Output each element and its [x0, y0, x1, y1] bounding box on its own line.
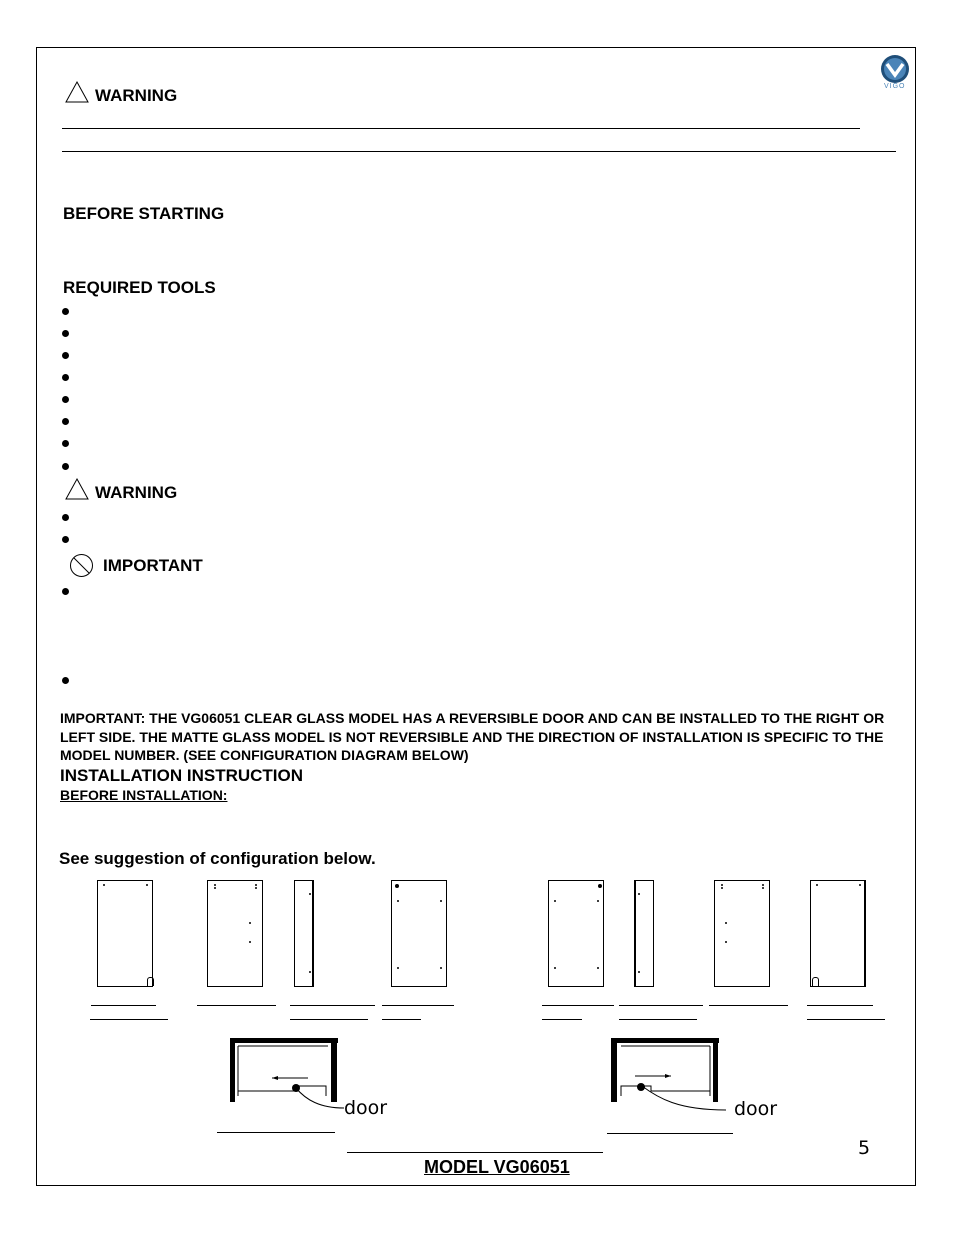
important-heading: IMPORTANT	[103, 556, 203, 575]
prohibited-icon	[69, 553, 94, 578]
glass-panel-diagram	[207, 880, 263, 987]
list-bullet	[62, 461, 72, 471]
label-line	[619, 1019, 697, 1020]
glass-panel-diagram	[97, 880, 153, 987]
glass-panel-diagram	[294, 880, 314, 987]
label-line	[347, 1152, 603, 1153]
glass-panel-diagram	[548, 880, 604, 987]
installation-instruction-heading: INSTALLATION INSTRUCTION	[60, 766, 304, 785]
list-bullet	[62, 675, 72, 685]
label-line	[290, 1019, 368, 1020]
before-installation-subheading: BEFORE INSTALLATION:	[60, 787, 228, 803]
glass-panel-diagram	[714, 880, 770, 987]
list-bullet	[62, 328, 72, 338]
before-starting-heading: BEFORE STARTING	[63, 204, 225, 223]
list-bullet	[62, 534, 72, 544]
warning-triangle-icon	[64, 80, 90, 104]
label-line	[807, 1019, 885, 1020]
door-callout-line	[638, 1084, 730, 1114]
label-line	[90, 1019, 168, 1020]
model-number: MODEL VG06051	[424, 1157, 570, 1177]
door-label: door	[734, 1098, 778, 1120]
warning-triangle-icon	[64, 477, 90, 501]
label-line	[197, 1005, 276, 1006]
glass-panel-diagram	[634, 880, 654, 987]
warning-heading: WARNING	[95, 86, 178, 105]
important-notice: IMPORTANT: THE VG06051 CLEAR GLASS MODEL HAS A REVERSIBLE DOOR AND CAN BE INSTALLED TO THE RIGHT OR LEFT SIDE. THE MATTE GLASS MODEL IS NOT REVERSIBLE AND THE DIRECTION OF INSTALLATION IS SPECIFIC TO THE MODEL NUMBER. (SEE CONFIGURATION DIAGRAM BELOW)	[60, 710, 885, 763]
label-line	[607, 1133, 733, 1134]
list-bullet	[62, 372, 72, 382]
door-callout-line	[292, 1086, 347, 1116]
label-line	[542, 1019, 582, 1020]
page-number: 5	[858, 1137, 871, 1159]
divider-line	[62, 128, 860, 129]
label-line	[382, 1005, 454, 1006]
list-bullet	[62, 512, 72, 522]
configuration-caption: See suggestion of configuration below.	[59, 849, 376, 868]
logo-text: VIGO	[884, 83, 906, 90]
warning-heading: WARNING	[95, 483, 178, 502]
label-line	[709, 1005, 788, 1006]
door-label: door	[344, 1097, 388, 1119]
label-line	[382, 1019, 421, 1020]
list-bullet	[62, 586, 72, 596]
list-bullet	[62, 438, 72, 448]
required-tools-heading: REQUIRED TOOLS	[63, 278, 216, 297]
list-bullet	[62, 350, 72, 360]
label-line	[542, 1005, 614, 1006]
list-bullet	[62, 394, 72, 404]
glass-panel-diagram	[810, 880, 866, 987]
label-line	[217, 1132, 335, 1133]
label-line	[290, 1005, 375, 1006]
label-line	[619, 1005, 703, 1006]
divider-line	[62, 151, 896, 152]
label-line	[91, 1005, 156, 1006]
glass-panel-diagram	[391, 880, 447, 987]
label-line	[807, 1005, 873, 1006]
list-bullet	[62, 306, 72, 316]
list-bullet	[62, 416, 72, 426]
